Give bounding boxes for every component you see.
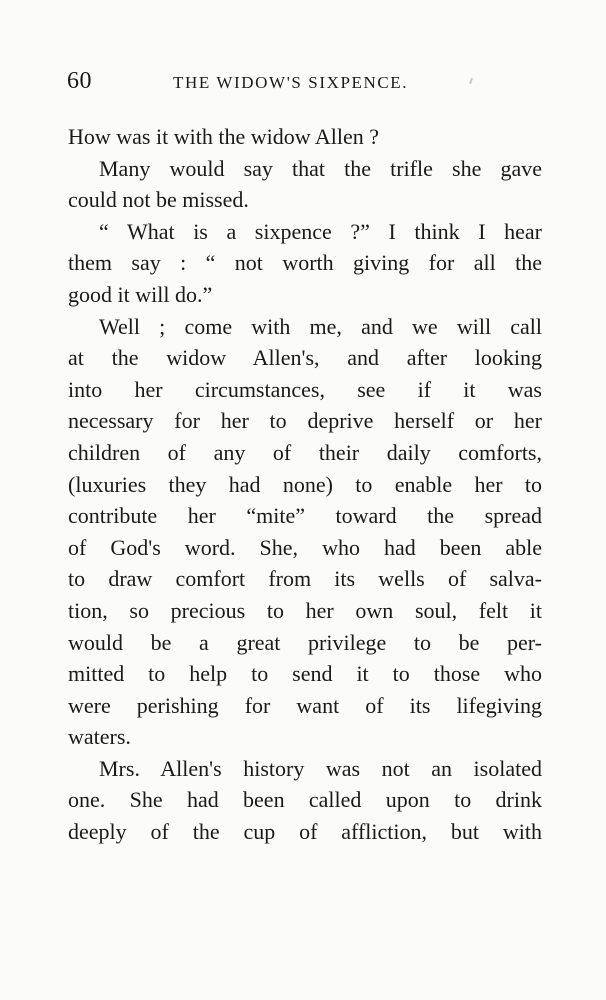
- text-line: contribute her “mite” toward the spread: [68, 503, 542, 529]
- text-line: at the widow Allen's, and after looking: [68, 345, 542, 371]
- text-line: children of any of their daily comforts,: [68, 439, 542, 465]
- text-line: Well ; come with me, and we will call: [99, 313, 542, 339]
- text-line: of God's word. She, who had been able: [68, 534, 542, 560]
- text-line: them say : “ not worth giving for all the: [68, 250, 542, 276]
- text-line: necessary for her to deprive herself or her: [68, 408, 542, 434]
- text-line: tion, so precious to her own soul, felt it: [68, 597, 542, 623]
- text-line: waters.: [68, 724, 131, 750]
- text-line: to draw comfort from its wells of salva-: [68, 566, 542, 592]
- text-line: How was it with the widow Allen ?: [68, 124, 380, 149]
- text-line: good it will do.”: [68, 281, 213, 307]
- text-line: (luxuries they had none) to enable her to: [68, 471, 542, 497]
- text-line: “ What is a sixpence ?” I think I hear: [99, 218, 542, 244]
- text-line: Mrs. Allen's history was not an isolated: [99, 755, 542, 781]
- page-number: 60: [67, 68, 92, 94]
- text-line: mitted to help to send it to those who: [68, 661, 542, 687]
- text-line: could not be missed.: [68, 187, 249, 213]
- running-title: THE WIDOW'S SIXPENCE.: [173, 73, 409, 92]
- text-line: into her circumstances, see if it was: [68, 376, 542, 402]
- text-line: one. She had been called upon to drink: [68, 787, 542, 813]
- text-line: Many would say that the trifle she gave: [99, 155, 542, 181]
- text-line: would be a great privilege to be per-: [68, 629, 542, 655]
- text-line: deeply of the cup of affliction, but with: [68, 819, 542, 845]
- body-text: [68, 121, 542, 848]
- running-head: [67, 68, 545, 104]
- text-line: were perishing for want of its lifegiving: [68, 692, 542, 718]
